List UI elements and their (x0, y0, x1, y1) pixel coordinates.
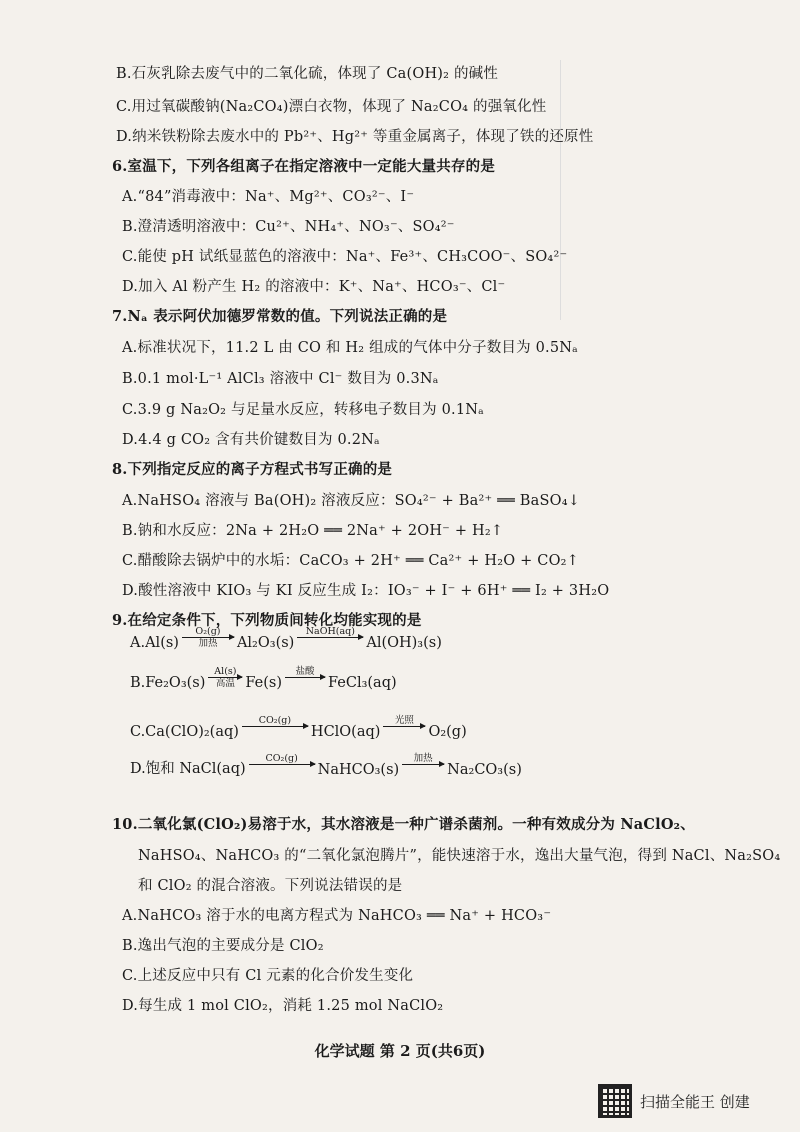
q7-option-c: C.3.9 g Na₂O₂ 与足量水反应，转移电子数目为 0.1Nₐ (122, 402, 484, 418)
q9a-arrow-1: O₂(g) 加热 (182, 626, 234, 649)
q9a-middle: Al₂O₃(s) (236, 635, 295, 651)
q8-option-a: A.NaHSO₄ 溶液与 Ba(OH)₂ 溶液反应：SO₄²⁻ + Ba²⁺ ══ BaSO₄↓ (122, 493, 581, 509)
q5-option-c: C.用过氧碳酸钠(Na₂CO₄)漂白衣物，体现了 Na₂CO₄ 的强氧化性 (116, 99, 547, 115)
question-8: 8.下列指定反应的离子方程式书写正确的是 (112, 461, 393, 478)
q9c-arrow-1: CO₂(g) (242, 715, 308, 738)
q6-option-b: B.澄清透明溶液中：Cu²⁺、NH₄⁺、NO₃⁻、SO₄²⁻ (122, 219, 455, 235)
q8-option-d: D.酸性溶液中 KIO₃ 与 KI 反应生成 I₂：IO₃⁻ + I⁻ + 6H⁺ ══ I₂ + 3H₂O (122, 583, 610, 599)
q5-option-d: D.纳米铁粉除去废水中的 Pb²⁺、Hg²⁺ 等重金属离子，体现了铁的还原性 (116, 129, 594, 145)
q9c-arrow-2: 光照 (383, 715, 425, 738)
bleed-through (560, 60, 761, 320)
q9d-start: D.饱和 NaCl(aq) (130, 761, 246, 777)
q9d-middle: NaHCO₃(s) (317, 762, 400, 778)
q9b-end: FeCl₃(aq) (328, 675, 397, 691)
question-10-line-2: NaHSO₄、NaHCO₃ 的“二氧化氯泡腾片”，能快速溶于水，逸出大量气泡，得到 NaCl、Na₂SO₄ (138, 848, 781, 864)
q9a-end: Al(OH)₃(s) (366, 635, 442, 651)
q7-option-b: B.0.1 mol·L⁻¹ AlCl₃ 溶液中 Cl⁻ 数目为 0.3Nₐ (122, 371, 439, 387)
q9a-start: A.Al(s) (130, 635, 179, 651)
q9c-end: O₂(g) (428, 724, 467, 740)
q9b-arrow-1: Al(s) 高温 (208, 666, 242, 689)
question-7: 7.Nₐ 表示阿伏加德罗常数的值。下列说法正确的是 (112, 308, 448, 325)
question-10-line-3: 和 ClO₂ 的混合溶液。下列说法错误的是 (138, 878, 403, 894)
q6-option-d: D.加入 Al 粉产生 H₂ 的溶液中：K⁺、Na⁺、HCO₃⁻、Cl⁻ (122, 279, 506, 295)
q9b-middle: Fe(s) (245, 675, 282, 691)
q8-option-c: C.醋酸除去锅炉中的水垢：CaCO₃ + 2H⁺ ══ Ca²⁺ + H₂O + CO₂↑ (122, 553, 580, 569)
qr-code-icon (598, 1084, 632, 1118)
q10-option-c: C.上述反应中只有 Cl 元素的化合价发生变化 (122, 968, 414, 984)
q9d-end: Na₂CO₃(s) (447, 762, 522, 778)
q9-option-c (130, 717, 467, 740)
q9c-middle: HClO(aq) (310, 724, 381, 740)
q8-option-b: B.钠和水反应：2Na + 2H₂O ══ 2Na⁺ + 2OH⁻ + H₂↑ (122, 523, 504, 539)
question-9: 9.在给定条件下，下列物质间转化均能实现的是 (112, 612, 422, 629)
q5-option-b: B.石灰乳除去废气中的二氧化硫，体现了 Ca(OH)₂ 的碱性 (116, 66, 499, 82)
q9-option-b (130, 668, 397, 691)
q9d-arrow-2: 加热 (402, 753, 444, 776)
q9a-arrow-2: NaOH(aq) (297, 626, 363, 649)
q9-option-a (130, 628, 442, 651)
q10-option-b: B.逸出气泡的主要成分是 ClO₂ (122, 938, 324, 954)
brand-text: 扫描全能王 创建 (640, 1092, 750, 1111)
q10-option-a: A.NaHCO₃ 溶于水的电离方程式为 NaHCO₃ ══ Na⁺ + HCO₃⁻ (122, 908, 552, 924)
q9d-arrow-1: CO₂(g) (249, 753, 315, 776)
q6-option-c: C.能使 pH 试纸显蓝色的溶液中：Na⁺、Fe³⁺、CH₃COO⁻、SO₄²⁻ (122, 249, 568, 265)
q9b-start: B.Fe₂O₃(s) (130, 675, 206, 691)
question-6: 6.室温下，下列各组离子在指定溶液中一定能大量共存的是 (112, 158, 496, 175)
q7-option-d: D.4.4 g CO₂ 含有共价键数目为 0.2Nₐ (122, 432, 380, 448)
page-footer: 化学试题 第 2 页(共6页) (314, 1042, 486, 1060)
q9b-arrow-2: 盐酸 (285, 666, 325, 689)
q9c-start: C.Ca(ClO)₂(aq) (130, 724, 239, 740)
question-10: 10.二氧化氯(ClO₂)易溶于水，其水溶液是一种广谱杀菌剂。一种有效成分为 NaClO₂、 (112, 816, 695, 833)
q10-option-d: D.每生成 1 mol ClO₂，消耗 1.25 mol NaClO₂ (122, 998, 444, 1014)
q9-option-d (130, 755, 522, 778)
scanner-watermark (598, 1084, 750, 1118)
q7-option-a: A.标准状况下，11.2 L 由 CO 和 H₂ 组成的气体中分子数目为 0.5Nₐ (122, 340, 578, 356)
q6-option-a: A.“84”消毒液中：Na⁺、Mg²⁺、CO₃²⁻、I⁻ (122, 189, 415, 205)
